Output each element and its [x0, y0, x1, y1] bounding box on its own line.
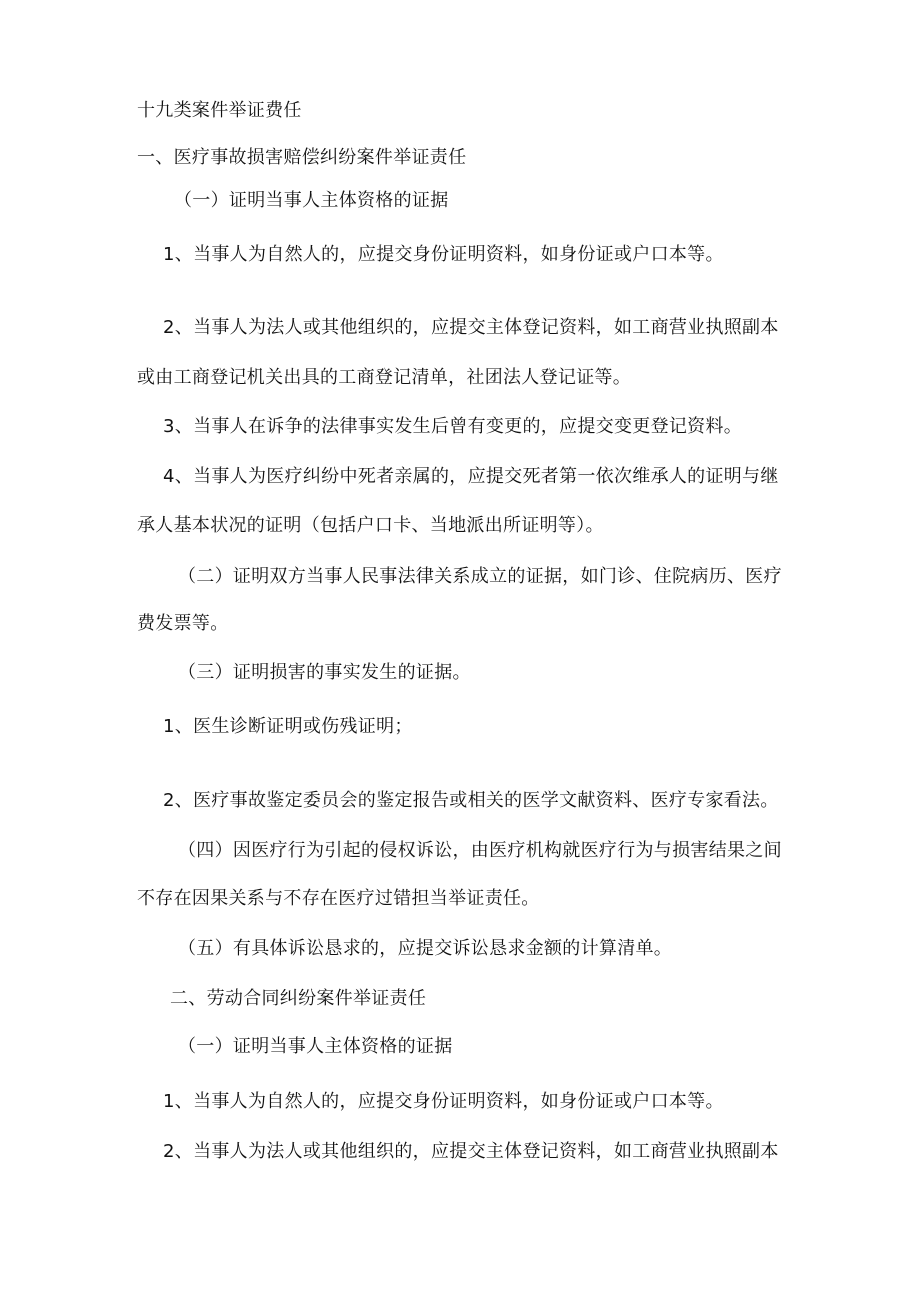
section-1-sub-2-paragraph: （二）证明双方当事人民事法律关系成立的证据，如门诊、住院病历、医疗 — [178, 566, 782, 587]
section-1-sub-1-item-3 — [163, 415, 742, 439]
section-1-sub-1-item-2-continued: 或由工商登记机关出具的工商登记清单，社团法人登记证等。 — [137, 367, 632, 388]
section-1-sub-3-item-2 — [163, 789, 779, 813]
item-number: 2 — [163, 1141, 175, 1162]
section-1-heading: 一、医疗事故损害赔偿纠纷案件举证责任 — [137, 147, 467, 168]
section-1-sub-4-continued: 不存在因果关系与不存在医疗过错担当举证责任。 — [137, 888, 540, 909]
section-2-heading: 二、劳动合同纠纷案件举证责任 — [170, 988, 427, 1009]
item-text: 、当事人在诉争的法律事实发生后曾有变更的，应提交变更登记资料。 — [174, 416, 743, 437]
item-text: 、当事人为医疗纠纷中死者亲属的，应提交死者第一依次维承人的证明与继 — [174, 466, 779, 487]
section-2-sub-1-item-2 — [163, 1140, 779, 1164]
section-2-sub-1-heading: （一）证明当事人主体资格的证据 — [178, 1036, 453, 1057]
item-text: 、医疗事故鉴定委员会的鉴定报告或相关的医学文献资料、医疗专家看法。 — [174, 790, 779, 811]
section-2-sub-1-item-1 — [163, 1090, 724, 1114]
item-text: 、医生诊断证明或伤残证明； — [174, 716, 413, 737]
section-1-sub-3-heading: （三）证明损害的事实发生的证据。 — [178, 662, 471, 683]
item-text: 、当事人为自然人的，应提交身份证明资料，如身份证或户口本等。 — [174, 1091, 724, 1112]
section-1-sub-1-heading: （一）证明当事人主体资格的证据 — [174, 190, 449, 211]
item-number: 4 — [163, 466, 175, 487]
section-1-sub-5-paragraph: （五）有具体诉讼恳求的，应提交诉讼恳求金额的计算清单。 — [178, 938, 673, 959]
document-title: 十九类案件举证费任 — [137, 100, 302, 121]
item-number: 1 — [163, 716, 175, 737]
item-number: 2 — [163, 317, 175, 338]
item-number: 1 — [163, 1091, 175, 1112]
item-text: 、当事人为自然人的，应提交身份证明资料，如身份证或户口本等。 — [174, 244, 724, 265]
section-1-sub-1-item-1 — [163, 243, 724, 267]
section-1-sub-1-item-4-continued: 承人基本状况的证明（包括户口卡、当地派出所证明等）。 — [137, 515, 604, 536]
section-1-sub-1-item-2 — [163, 316, 779, 340]
item-number: 2 — [163, 790, 175, 811]
section-1-sub-3-item-1 — [163, 715, 413, 739]
item-text: 、当事人为法人或其他组织的，应提交主体登记资料，如工商营业执照副本 — [174, 317, 779, 338]
section-1-sub-1-item-4 — [163, 465, 779, 489]
item-text: 、当事人为法人或其他组织的，应提交主体登记资料，如工商营业执照副本 — [174, 1141, 779, 1162]
item-number: 3 — [163, 416, 175, 437]
section-1-sub-4-paragraph: （四）因医疗行为引起的侵权诉讼，由医疗机构就医疗行为与损害结果之间 — [178, 840, 782, 861]
section-1-sub-2-continued: 费发票等。 — [137, 613, 229, 634]
item-number: 1 — [163, 244, 175, 265]
